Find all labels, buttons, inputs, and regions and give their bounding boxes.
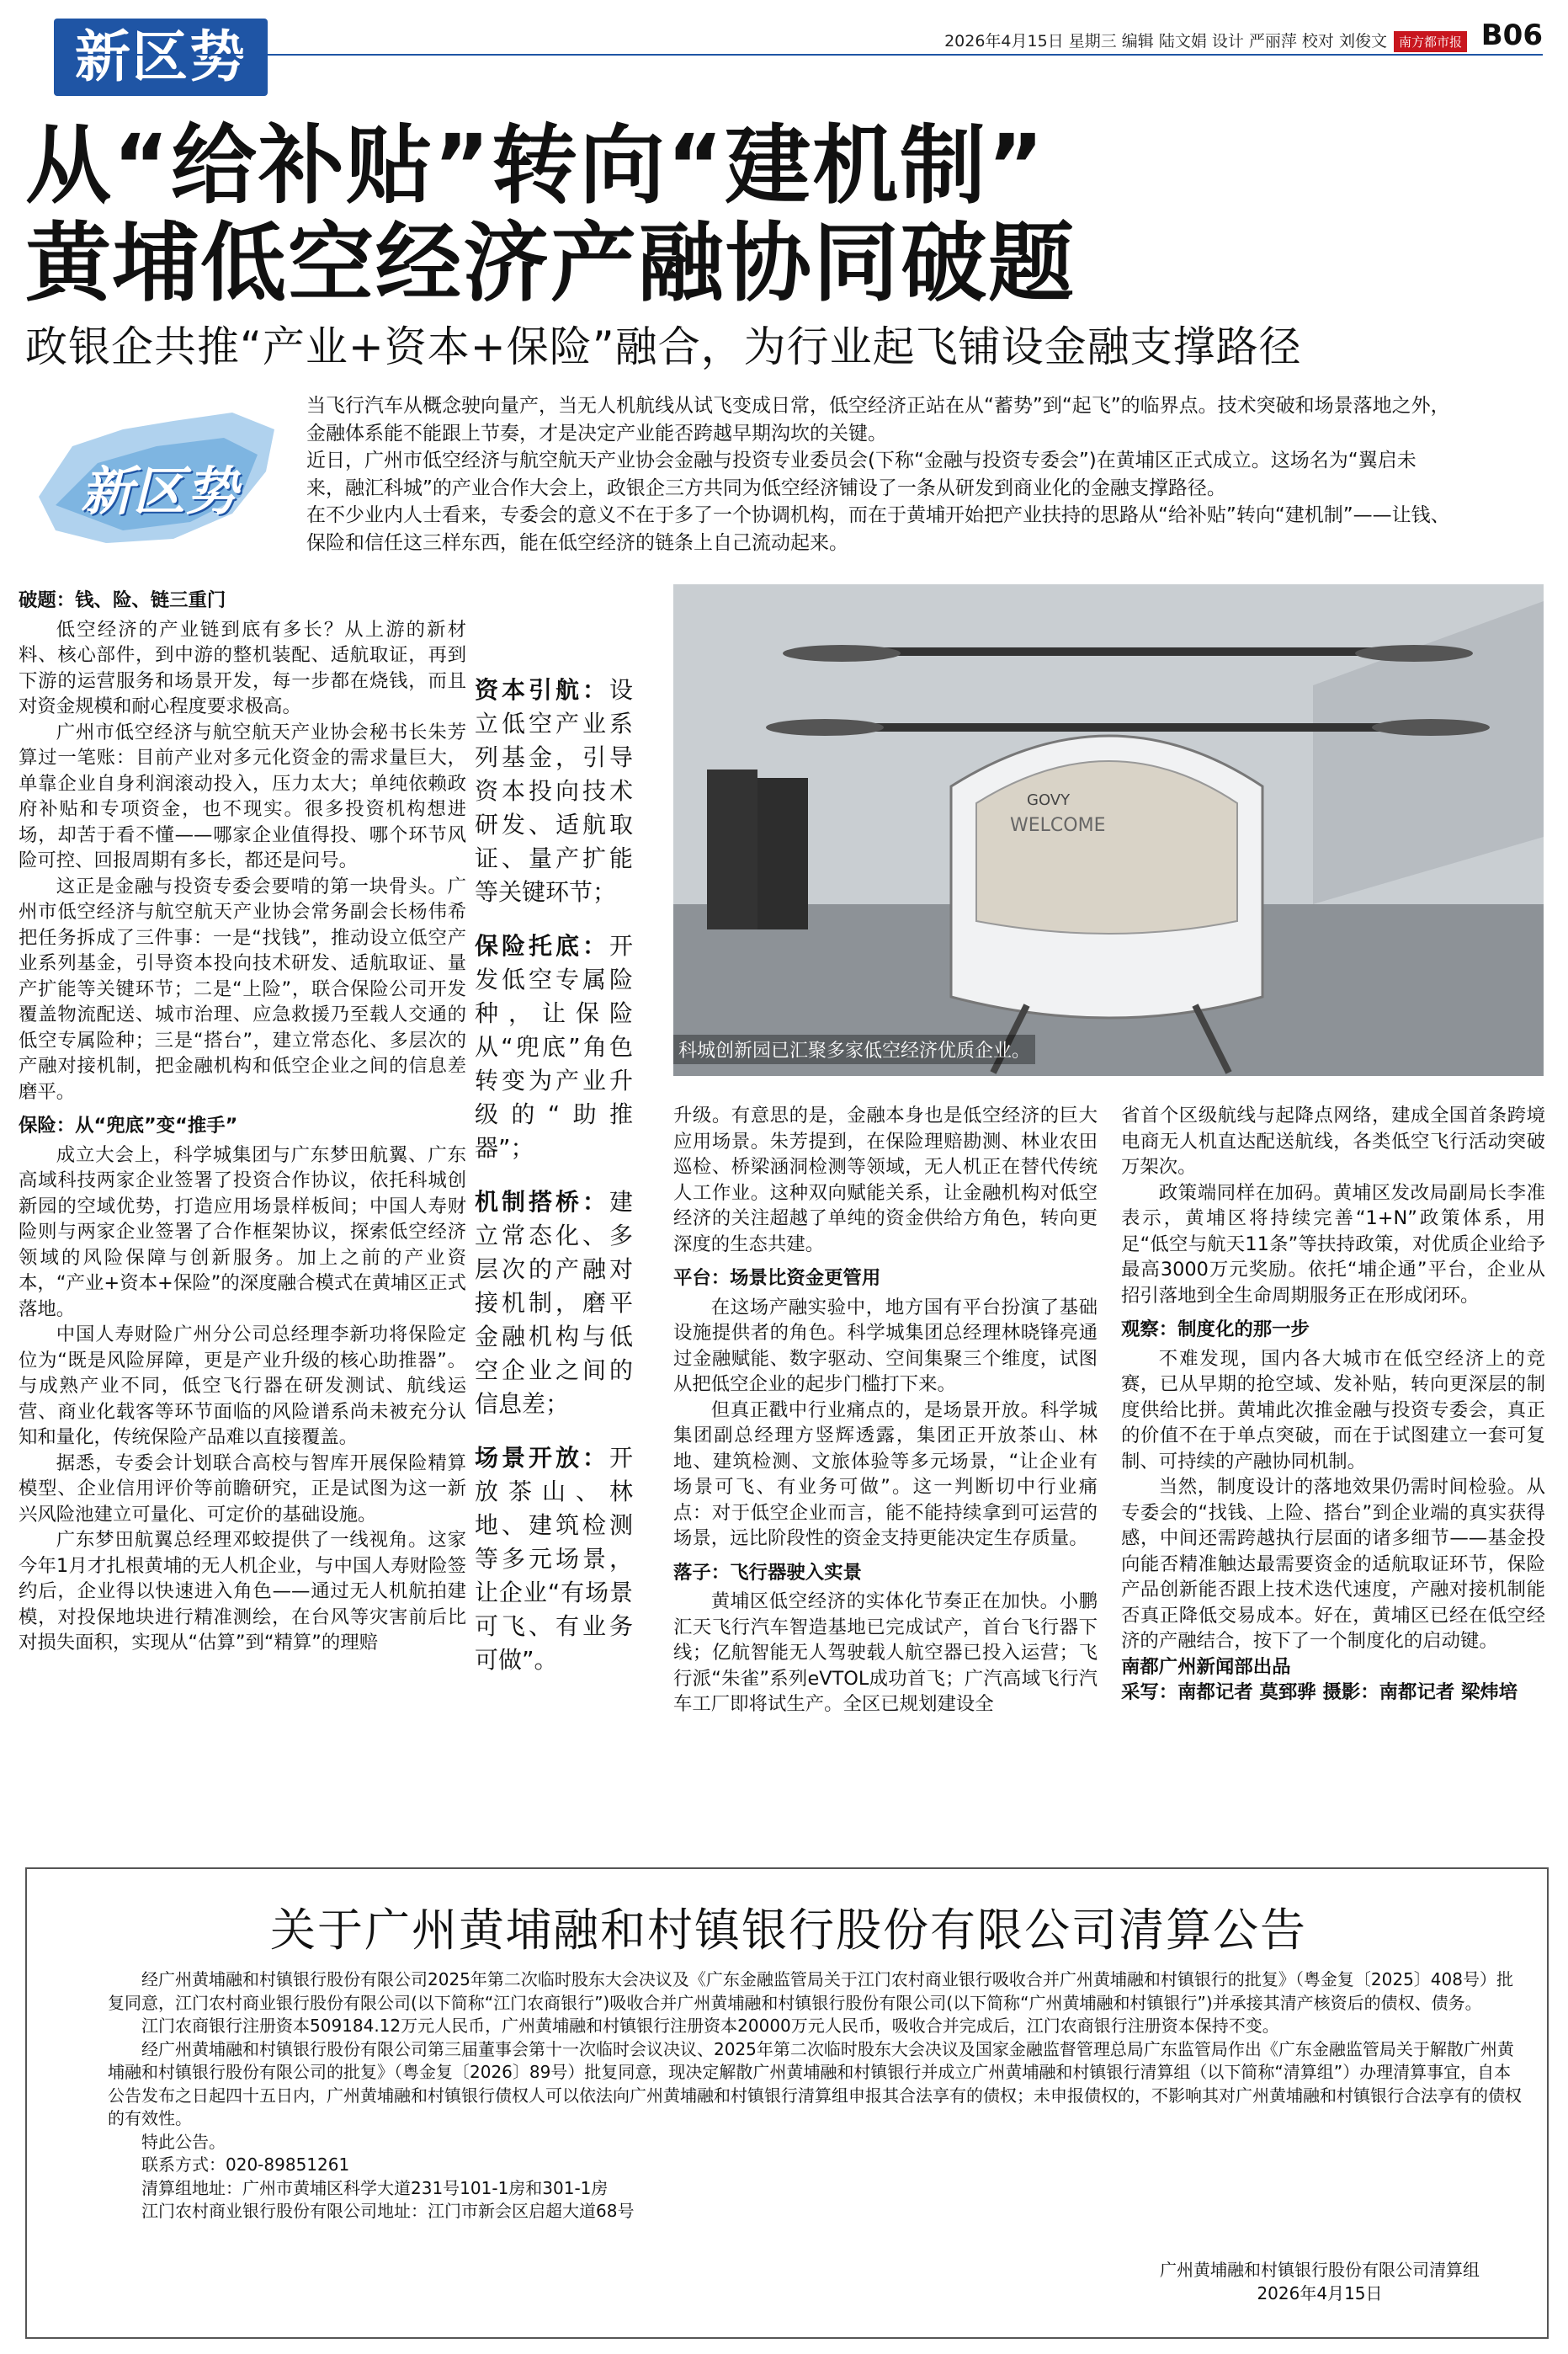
section-heading: 落子：飞行器驶入实景 xyxy=(673,1561,862,1584)
lead-paragraph: 当飞行汽车从概念驶向量产，当无人机航线从试飞变成日常，低空经济正站在从“蓄势”到“起飞”的临界点。技术突破和场景落地之外，金融体系能不能跟上节奏，才是决定产业能否跨越早期沟坎的关键。 xyxy=(306,395,1450,445)
notice-paragraph: 经广州黄埔融和村镇银行股份有限公司2025年第二次临时股东大会决议及《广东金融监管局关于江门农村商业银行吸收合并广州黄埔融和村镇银行的批复》（粤金复〔2025〕408号）批复同意，江门农村商业银行股份有限公司(以下简称“江门农商银行”)吸收合并广州黄埔融和村镇银行股份有限公司(以下简称“广州黄埔融和村镇银行”)并承接其清产核资后的债权、债务。 xyxy=(108,1969,1513,2013)
section-heading: 破题：钱、险、链三重门 xyxy=(19,589,226,611)
column-1 xyxy=(19,579,466,1656)
page-number: B06 xyxy=(1480,19,1543,52)
aircraft-plate: WELCOME xyxy=(1010,815,1106,836)
notice-paragraph: 特此公告。 xyxy=(141,2131,226,2152)
paragraph: 这正是金融与投资专委会要啃的第一块骨头。广州市低空经济与航空航天产业协会常务副会长杨伟希把任务拆成了三件事：一是“找钱”，推动设立低空产业系列基金，引导资本投向技术研发、适航取证、量产扩能等关键环节；二是“上险”，联合保险公司开发覆盖物流配送、城市治理、应急救援乃至载人交通的低空专属险种；三是“搭台”，建立常态化、多层次的产融对接机制，把金融机构和低空企业之间的信息差磨平。 xyxy=(19,875,466,1103)
key-point xyxy=(475,1441,633,1677)
subtitle: 政银企共推“产业+资本+保险”融合，为行业起飞铺设金融支撑路径 xyxy=(25,322,1302,371)
issue-meta xyxy=(944,29,1467,52)
paragraph: 政策端同样在加码。黄埔区发改局副局长李准表示，黄埔区将持续完善“1+N”政策体系，用足“低空与航天11条”等扶持政策，对优质企业给予最高3000万元奖励。依托“埔企通”平台，企业从招引落地到全生命周期服务正在形成闭环。 xyxy=(1121,1181,1545,1307)
key-points-sidebar xyxy=(475,674,633,1697)
byline: 南都广州新闻部出品 xyxy=(1121,1655,1291,1678)
column-3 xyxy=(673,1103,1098,1718)
key-point-text: 开放茶山、林地、建筑检测等多元场景，让企业“有场景可飞、有业务可做”。 xyxy=(475,1444,633,1674)
notice-signature xyxy=(1160,2258,1480,2305)
key-point xyxy=(475,929,633,1165)
key-point-text: 开发低空专属险种，让保险从“兜底”角色转变为产业升级的“助推器”； xyxy=(475,932,633,1162)
section-emblem xyxy=(22,396,291,556)
photo-caption: 科城创新园已汇聚多家低空经济优质企业。 xyxy=(673,1035,1035,1064)
header-rule xyxy=(54,54,1543,56)
key-point-label: 资本引航： xyxy=(475,676,609,704)
section-masthead: 新区势 xyxy=(54,19,268,96)
paragraph: 当然，制度设计的落地效果仍需时间检验。从专委会的“找钱、上险、搭台”到企业端的真实获得感，中间还需跨越执行层面的诸多细节——基金投向能否精准触达最需要资金的适航取证环节，保险产品创新能否跟上技术迭代速度，产融对接机制能否真正降低交易成本。好在，黄埔区已经在低空经济的产融结合，按下了一个制度化的启动键。 xyxy=(1121,1476,1545,1652)
paragraph: 广州市低空经济与航空航天产业协会秘书长朱芳算过一笔账：目前产业对多元化资金的需求量巨大，单靠企业自身利润滚动投入，压力太大；单纯依赖政府补贴和专项资金，也不现实。很多投资机构想进场，却苦于看不懂——哪家企业值得投、哪个环节风险可控、回报周期有多长，都还是问号。 xyxy=(19,721,466,871)
paragraph: 低空经济的产业链到底有多长？从上游的新材料、核心部件，到中游的整机装配、适航取证，再到下游的运营服务和场景开发，每一步都在烧钱，而且对资金规模和耐心程度要求极高。 xyxy=(19,618,466,717)
byline: 采写：南都记者 莫郅骅 摄影：南都记者 梁炜培 xyxy=(1121,1681,1518,1703)
section-heading: 平台：场景比资金更管用 xyxy=(673,1267,881,1289)
paragraph: 升级。有意思的是，金融本身也是低空经济的巨大应用场景。朱芳提到，在保险理赔勘测、林业农田巡检、桥梁涵洞检测等领域，无人机正在替代传统人工作业。这种双向赋能关系，让金融机构对低空经济的关注超越了单纯的资金供给方角色，转向更深度的生态共建。 xyxy=(673,1105,1098,1255)
column-4 xyxy=(1121,1103,1545,1706)
notice-paragraph: 经广州黄埔融和村镇银行股份有限公司第三届董事会第十一次临时会议决议、2025年第二次临时股东大会决议及国家金融监督管理总局广东监管局作出《广东金融监管局关于解散广州黄埔融和村镇银行股份有限公司的批复》（粤金复〔2026〕89号）批复同意，现决定解散广州黄埔融和村镇银行并成立广州黄埔融和村镇银行清算组（以下简称“清算组”）办理清算事宜，自本公告发布之日起四十五日内，广州黄埔融和村镇银行债权人可以依法向广州黄埔融和村镇银行清算组申报其合法享有的债权；未申报债权的，不影响其对广州黄埔融和村镇银行合法享有的债权的有效性。 xyxy=(108,2038,1522,2128)
notice-signer: 广州黄埔融和村镇银行股份有限公司清算组 xyxy=(1160,2260,1480,2280)
notice-paragraph: 江门农商银行注册资本509184.12万元人民币，广州黄埔融和村镇银行注册资本20000万元人民币，吸收合并完成后，江门农商银行注册资本保持不变。 xyxy=(141,2016,1279,2036)
key-point xyxy=(475,1185,633,1421)
key-point-text: 建立常态化、多层次的产融对接机制，磨平金融机构与低空企业之间的信息差； xyxy=(475,1188,633,1418)
issue-meta-text: 2026年4月15日 星期三 编辑 陆文娟 设计 严丽萍 校对 刘俊文 xyxy=(944,32,1387,51)
notice-date: 2026年4月15日 xyxy=(1257,2283,1383,2303)
emblem-label: 新区势 xyxy=(81,461,238,522)
liquidation-notice xyxy=(25,1867,1549,2339)
section-heading: 观察：制度化的那一步 xyxy=(1121,1318,1310,1340)
paragraph: 省首个区级航线与起降点网络，建成全国首条跨境电商无人机直达配送航线，各类低空飞行活动突破万架次。 xyxy=(1121,1105,1545,1178)
key-point-text: 设立低空产业系列基金，引导资本投向技术研发、适航取证、量产扩能等关键环节； xyxy=(475,676,633,906)
headline-line2: 黄埔低空经济产融协同破题 xyxy=(25,214,1076,314)
notice-paragraph: 联系方式：020-89851261 xyxy=(141,2154,350,2175)
notice-body xyxy=(108,1968,1522,2224)
key-point-label: 场景开放： xyxy=(475,1444,609,1472)
section-heading: 保险：从“兜底”变“推手” xyxy=(19,1115,238,1137)
notice-paragraph: 清算组地址：广州市黄埔区科学大道231号101-1房和301-1房 xyxy=(141,2177,609,2198)
paper-logo: 南方都市报 xyxy=(1394,31,1467,52)
lead-paragraph: 近日，广州市低空经济与航空航天产业协会金融与投资专业委员会(下称“金融与投资专委会”)在黄埔区正式成立。这场名为“翼启未来，融汇科城”的产业合作大会上，政银企三方共同为低空经济铺设了一条从研发到商业化的金融支撑路径。 xyxy=(306,450,1417,499)
paragraph: 成立大会上，科学城集团与广东梦田航翼、广东高域科技两家企业签署了投资合作协议，依托科城创新园的空域优势，打造应用场景样板间；中国人寿财险则与两家企业签署了合作框架协议，探索低空经济领域的风险保障与创新服务。加上之前的产业资本，“产业+资本+保险”的深度融合模式在黄埔区正式落地。 xyxy=(19,1143,466,1320)
paragraph: 广东梦田航翼总经理邓蛟提供了一线视角。这家今年1月才扎根黄埔的无人机企业，与中国人寿财险签约后，企业得以快速进入角色——通过无人机航拍建模，对投保地块进行精准测绘，在台风等灾害前后比对损失面积，实现从“估算”到“精算”的理赔 xyxy=(19,1529,466,1654)
key-point-label: 机制搭桥： xyxy=(475,1188,609,1216)
key-point xyxy=(475,674,633,909)
paragraph: 不难发现，国内各大城市在低空经济上的竞赛，已从早期的抢空域、发补贴，转向更深层的制度供给比拼。黄埔此次推金融与投资专委会，真正的价值不在于单点突破，而在于试图建立一套可复制、可持续的产融协同机制。 xyxy=(1121,1347,1545,1473)
news-photo xyxy=(673,584,1544,1076)
lead-paragraphs xyxy=(306,392,1451,557)
paragraph: 在这场产融实验中，地方国有平台扮演了基础设施提供者的角色。科学城集团总经理林晓锋亮通过金融赋能、数字驱动、空间集聚三个维度，试图从把低空企业的起步门槛打下来。 xyxy=(673,1296,1098,1395)
paragraph: 据悉，专委会计划联合高校与智库开展保险精算模型、企业信用评价等前瞻研究，正是试图为这一新兴风险池建立可量化、可定价的基础设施。 xyxy=(19,1451,466,1526)
notice-paragraph: 江门农村商业银行股份有限公司地址：江门市新会区启超大道68号 xyxy=(141,2201,635,2221)
lead-paragraph: 在不少业内人士看来，专委会的意义不在于多了一个协调机构，而在于黄埔开始把产业扶持的思路从“给补贴”转向“建机制”——让钱、保险和信任这三样东西，能在低空经济的链条上自己流动起来。 xyxy=(306,504,1450,554)
evtol-aircraft-illustration xyxy=(673,584,1544,1076)
notice-title: 关于广州黄埔融和村镇银行股份有限公司清算公告 xyxy=(270,1904,1307,1957)
headline-line1: 从“给补贴”转向“建机制” xyxy=(25,116,1046,216)
paragraph: 但真正戳中行业痛点的，是场景开放。科学城集团副总经理方竖辉透露，集团正开放茶山、林地、建筑检测、文旅体验等多元场景，“让企业有场景可飞、有业务可做”。这一判断切中行业痛点：对于低空企业而言，能不能持续拿到可运营的场景，远比阶段性的资金支持更能决定生存质量。 xyxy=(673,1398,1098,1549)
paragraph: 黄埔区低空经济的实体化节奏正在加快。小鹏汇天飞行汽车智造基地已完成试产，首台飞行器下线；亿航智能无人驾驶载人航空器已投入运营；飞行派“朱雀”系列eVTOL成功首飞；广汽高域飞行汽车工厂即将试生产。全区已规划建设全 xyxy=(673,1590,1098,1715)
key-point-label: 保险托底： xyxy=(475,932,609,960)
aircraft-brand: GOVY xyxy=(1027,791,1071,809)
paragraph: 中国人寿财险广州分公司总经理李新功将保险定位为“既是风险屏障，更是产业升级的核心助推器”。与成熟产业不同，低空飞行器在研发测试、航线运营、商业化载客等环节面临的风险谱系尚未被充分认知和量化，传统保险产品难以直接覆盖。 xyxy=(19,1323,466,1448)
